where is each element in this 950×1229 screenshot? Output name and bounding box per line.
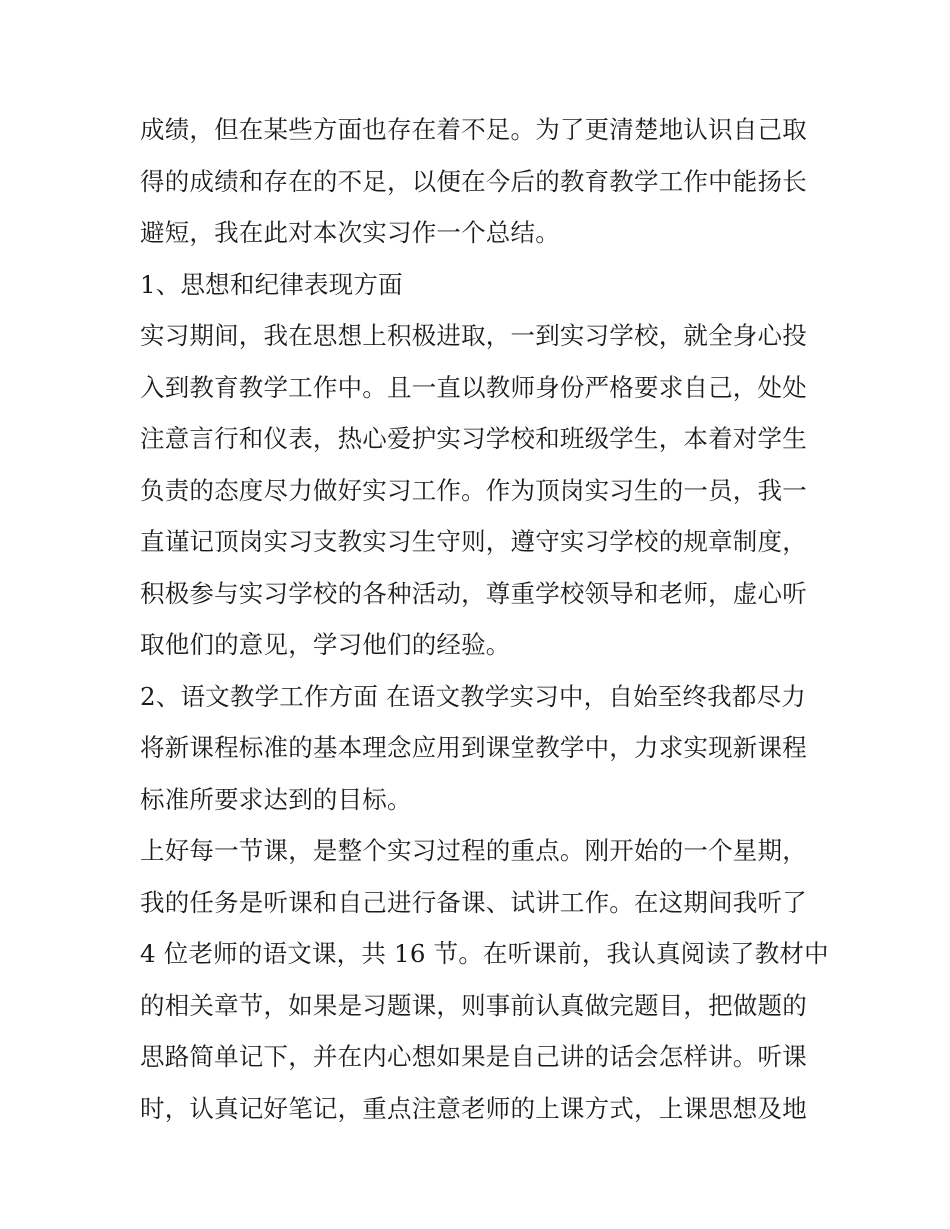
text-line: 将新课程标准的基本理念应用到课堂教学中，力求实现新课程 <box>140 733 807 762</box>
text-line: 上好每一节课，是整个实习过程的重点。刚开始的一个星期， <box>140 836 807 865</box>
section-heading: 2、语文教学工作方面 在语文教学实习中，自始至终我都尽力 <box>140 681 806 711</box>
text-line: 入到教育教学工作中。且一直以教师身份严格要求自己，处处 <box>140 372 807 402</box>
section-heading: 1、思想和纪律表现方面 <box>140 269 403 299</box>
text-line: 实习期间，我在思想上积极进取，一到实习学校，就全身心投 <box>140 321 807 350</box>
text-line: 成绩，但在某些方面也存在着不足。为了更清楚地认识自己取 <box>140 115 807 144</box>
text-line: 思路简单记下，并在内心想如果是自己讲的话会怎样讲。听课 <box>140 1042 807 1071</box>
document-body <box>140 104 829 1134</box>
text-line: 直谨记顶岗实习支教实习生守则，遵守实习学校的规章制度， <box>140 527 807 556</box>
text-line: 注意言行和仪表，热心爱护实习学校和班级学生，本着对学生 <box>140 424 807 453</box>
text-line: 时，认真记好笔记，重点注意老师的上课方式，上课思想及地 <box>140 1093 807 1123</box>
text-line: 取他们的意见，学习他们的经验。 <box>140 630 511 659</box>
text-line: 4 位老师的语文课，共 16 节。在听课前，我认真阅读了教材中 <box>140 939 829 968</box>
text-line: 负责的态度尽力做好实习工作。作为顶岗实习生的一员，我一 <box>140 475 807 505</box>
text-line: 得的成绩和存在的不足，以便在今后的教育教学工作中能扬长 <box>140 166 807 196</box>
text-line: 积极参与实习学校的各种活动，尊重学校领导和老师，虚心听 <box>140 578 807 608</box>
text-line: 我的任务是听课和自己进行备课、试讲工作。在这期间我听了 <box>140 887 807 917</box>
text-line: 避短，我在此对本次实习作一个总结。 <box>140 218 560 247</box>
text-line: 标准所要求达到的目标。 <box>140 784 412 814</box>
text-line: 的相关章节，如果是习题课，则事前认真做完题目，把做题的 <box>140 990 807 1020</box>
